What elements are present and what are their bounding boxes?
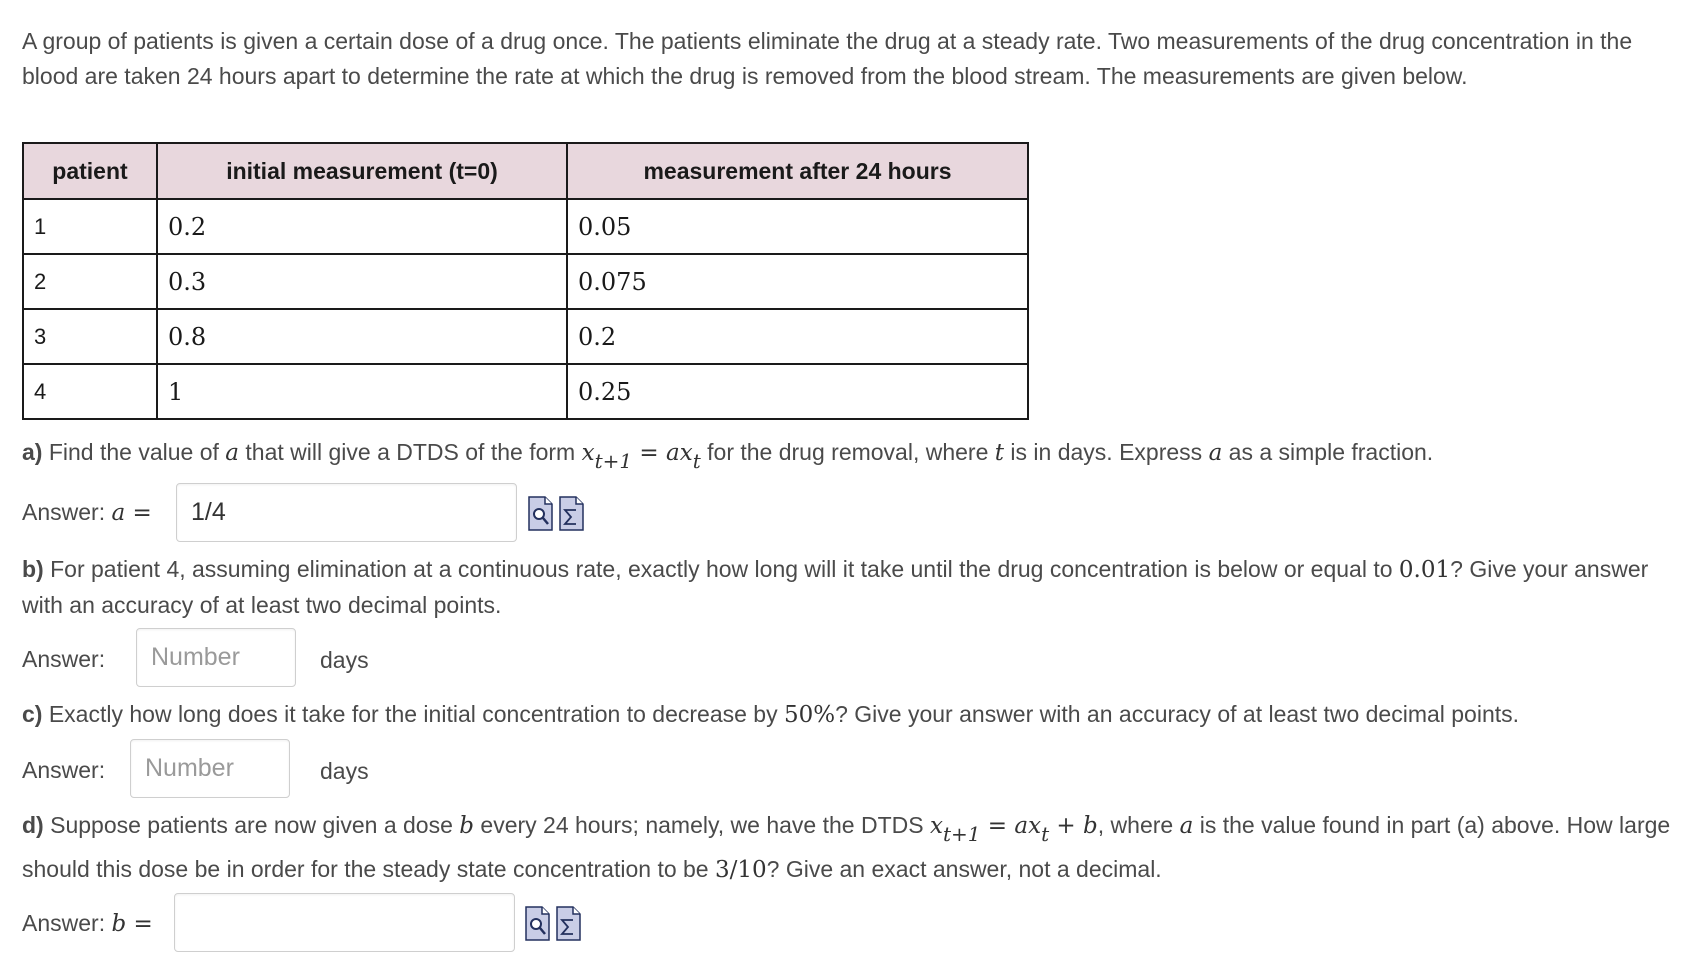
table-row (23, 364, 1028, 419)
math-subscript: t (1041, 822, 1050, 846)
intro-text: A group of patients is given a certain dose of a drug once. The patients eliminate the drug at a steady rate. Two measurements of the drug concentration in the blood are taken 24 hours apart to determine the rate at which the drug is removed from the blood stream. The measurements are given below. (22, 28, 1633, 89)
preview-icon[interactable] (525, 906, 550, 941)
question-a-text: that will give a DTDS of the form (239, 439, 582, 465)
math-b: b (1083, 813, 1098, 839)
preview-icon[interactable] (528, 496, 553, 531)
initial-cell: 0.8 (157, 309, 567, 364)
answer-b-unit: days (320, 647, 369, 673)
math-b: b (111, 911, 127, 937)
question-a (22, 435, 1677, 479)
initial-cell: 0.3 (157, 254, 567, 309)
answer-label-text: Answer: (22, 910, 112, 936)
patient-cell: 3 (23, 309, 157, 364)
patient-cell: 4 (23, 364, 157, 419)
math-a: a (111, 500, 126, 526)
math-a: a (1208, 440, 1223, 466)
question-a-label: a) (22, 439, 43, 465)
question-a-text: is in days. Express (1004, 439, 1209, 465)
answer-b-label: Answer: (22, 646, 106, 672)
answer-a-input[interactable]: 1/4 (176, 483, 517, 542)
math-b: b (459, 813, 475, 839)
math-a: a (1179, 813, 1194, 839)
question-d-text: Suppose patients are now given a dose (43, 812, 460, 838)
column-header-after-24h: measurement after 24 hours (567, 143, 1028, 199)
question-c-label: c) (22, 701, 43, 727)
question-b (22, 552, 1677, 623)
answer-c-label: Answer: (22, 757, 106, 783)
after-24h-cell: 0.075 (567, 254, 1028, 309)
answer-d-input[interactable] (174, 893, 515, 952)
math-equals: = (126, 911, 153, 937)
math-equals: = (632, 440, 667, 466)
question-b-label: b) (22, 556, 44, 582)
question-b-text: For patient 4, assuming elimination at a continuous rate, exactly how long will it take until the drug concentration is below or equal to (43, 556, 1399, 582)
question-c-text: Exactly how long does it take for the initial concentration to decrease by (42, 701, 784, 727)
question-d-text: ? Give an exact answer, not a decimal. (766, 856, 1162, 882)
initial-cell: 1 (157, 364, 567, 419)
question-c (22, 697, 1677, 733)
question-d (22, 808, 1677, 888)
question-d-label: d) (22, 812, 44, 838)
patient-cell: 1 (23, 199, 157, 254)
table-row (23, 199, 1028, 254)
table-row (23, 254, 1028, 309)
math-subscript: t (692, 449, 701, 473)
question-a-text: as a simple fraction. (1222, 439, 1434, 465)
after-24h-cell: 0.05 (567, 199, 1028, 254)
column-header-patient: patient (23, 143, 157, 199)
question-d-text: every 24 hours; namely, we have the DTDS (474, 812, 930, 838)
math-plus: + (1049, 813, 1084, 839)
question-b-text: ? Give your answer with an accuracy of at least two decimal points. (22, 556, 1649, 618)
equation-icon[interactable] (556, 906, 581, 941)
math-number: 50% (783, 702, 836, 728)
question-c-text: ? Give your answer with an accuracy of at least two decimal points. (835, 701, 1520, 727)
question-a-text: Find the value of (42, 439, 226, 465)
answer-c-input[interactable]: Number (130, 739, 290, 798)
patient-cell: 2 (23, 254, 157, 309)
measurements-table (22, 142, 1029, 420)
math-subscript: t+1 (942, 822, 981, 846)
math-ax: ax (1014, 813, 1042, 839)
math-subscript: t+1 (594, 449, 633, 473)
equation-icon[interactable] (559, 496, 584, 531)
answer-c-unit: days (320, 758, 369, 784)
after-24h-cell: 0.25 (567, 364, 1028, 419)
question-d-text: is the value found in part (a) above. How large should this dose be in order for the steady state concentration to be (22, 812, 1671, 882)
table-header-row (23, 143, 1028, 199)
math-equals: = (980, 813, 1015, 839)
math-number: 3/10 (715, 857, 767, 883)
initial-cell: 0.2 (157, 199, 567, 254)
answer-b-input[interactable]: Number (136, 628, 296, 687)
math-number: 0.01 (1398, 557, 1451, 583)
question-a-text: for the drug removal, where (700, 439, 995, 465)
table-row (23, 309, 1028, 364)
answer-d-label (22, 910, 153, 937)
math-equals: = (125, 500, 152, 526)
math-t: t (994, 440, 1005, 466)
column-header-initial: initial measurement (t=0) (157, 143, 567, 199)
math-a: a (225, 440, 240, 466)
question-d-text: , where (1097, 812, 1180, 838)
math-ax: ax (666, 440, 693, 466)
answer-a-label (22, 499, 152, 526)
math-x: x (929, 813, 943, 839)
answer-label-text: Answer: (22, 499, 112, 525)
math-x: x (581, 440, 595, 466)
after-24h-cell: 0.2 (567, 309, 1028, 364)
